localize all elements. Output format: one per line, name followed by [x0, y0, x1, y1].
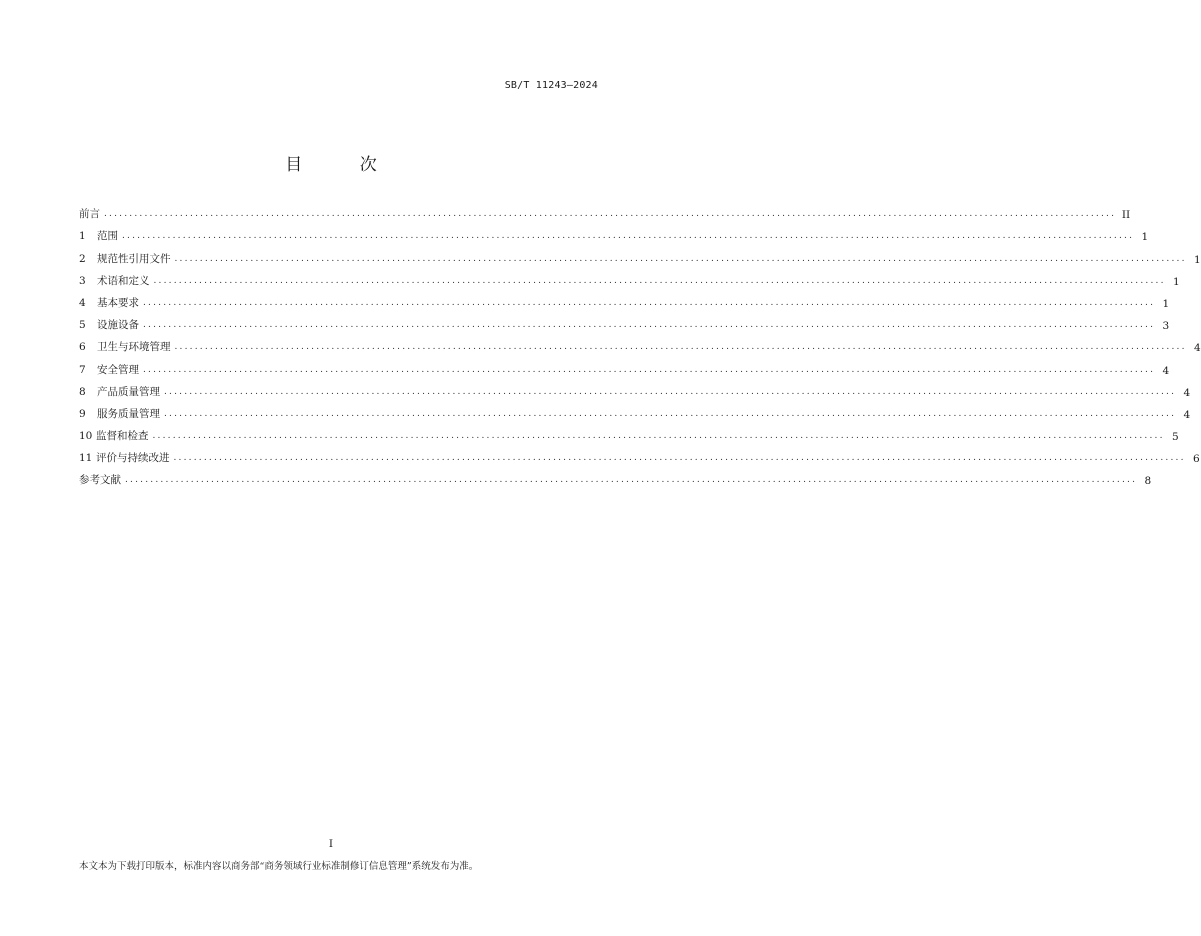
toc-entry[interactable]: [79, 199, 1131, 222]
toc-dot-leader: ........................................................................................................................................................................................................: [164, 386, 1177, 397]
toc-entry-label: [79, 384, 160, 399]
toc-entry-text: 监督和检查: [96, 430, 149, 443]
toc-entry-page: 4: [1183, 408, 1191, 421]
toc-dot-leader: ........................................................................................................................................................................................................: [143, 297, 1156, 308]
toc-entry[interactable]: [79, 243, 1201, 266]
toc-entry-page: 1: [1162, 297, 1170, 310]
toc-dot-leader: ........................................................................................................................................................................................................: [164, 408, 1177, 419]
toc-entry-label: [79, 317, 139, 332]
toc-entry-text: 范围: [97, 230, 118, 243]
toc-entry-text: 设施设备: [97, 319, 139, 332]
toc-entry-text: 卫生与环境管理: [97, 341, 171, 354]
toc-entry-label: [79, 406, 160, 421]
toc-entry-number: 9: [79, 407, 86, 420]
toc-entry-number: 4: [79, 296, 86, 309]
toc-dot-leader: ........................................................................................................................................................................................................: [143, 364, 1156, 375]
footer-note: 本文本为下载打印版本，标准内容以商务部“商务领域行业标准制修订信息管理”系统发布为准。: [79, 861, 479, 872]
toc-entry-label: [79, 273, 150, 288]
toc-title: 目 次: [285, 155, 403, 175]
toc-entry-label: [79, 450, 170, 465]
toc-entry-label: [79, 339, 171, 354]
toc-entry-page: 6: [1192, 453, 1200, 466]
toc-dot-leader: ........................................................................................................................................................................................................: [174, 342, 1187, 353]
toc-entry[interactable]: [79, 288, 1170, 310]
toc-entry[interactable]: [79, 443, 1200, 466]
toc-entry-text: 安全管理: [97, 363, 139, 376]
toc-entry-page: 5: [1171, 431, 1179, 444]
toc-entry-page: 4: [1183, 386, 1191, 399]
toc-entry[interactable]: [79, 221, 1149, 244]
toc-entry-number: 7: [79, 363, 86, 376]
toc-entry-page: 4: [1193, 342, 1201, 355]
toc-entry-page: 1: [1172, 275, 1180, 288]
toc-dot-leader: ........................................................................................................................................................................................................: [122, 231, 1135, 242]
toc-dot-leader: ........................................................................................................................................................................................................: [125, 475, 1138, 486]
toc-dot-leader: ........................................................................................................................................................................................................: [104, 209, 1117, 220]
toc-entry-number: 1: [79, 230, 86, 243]
toc-entry[interactable]: [79, 399, 1191, 421]
toc-entry-text: 服务质量管理: [97, 407, 160, 420]
toc-entry-number: 6: [79, 341, 86, 354]
toc-entry-number: 8: [79, 385, 86, 398]
toc-entry-page: II: [1121, 209, 1131, 222]
toc-entry-label: [79, 428, 149, 443]
toc-dot-leader: ........................................................................................................................................................................................................: [153, 275, 1166, 286]
standard-code: SB/T 11243—2024: [504, 80, 598, 91]
toc-entry[interactable]: [79, 377, 1191, 399]
toc-entry[interactable]: [79, 421, 1179, 444]
table-of-contents: [79, 199, 1201, 488]
toc-entry-number: 11: [79, 452, 93, 465]
toc-entry[interactable]: [79, 465, 1152, 488]
toc-entry[interactable]: [79, 266, 1180, 288]
toc-entry-text: 前言: [79, 208, 100, 221]
toc-entry-label: [79, 251, 171, 266]
toc-entry-text: 术语和定义: [97, 274, 150, 287]
toc-entry-number: 2: [79, 252, 86, 265]
toc-dot-leader: ........................................................................................................................................................................................................: [152, 431, 1165, 442]
toc-entry-text: 基本要求: [97, 296, 139, 309]
toc-entry-text: 参考文献: [79, 474, 121, 487]
toc-entry[interactable]: [79, 332, 1201, 355]
toc-entry[interactable]: [79, 354, 1170, 377]
toc-entry-text: 产品质量管理: [97, 385, 160, 398]
toc-entry-number: 3: [79, 274, 86, 287]
toc-entry[interactable]: [79, 310, 1170, 333]
toc-entry-number: 10: [79, 430, 93, 443]
toc-entry-page: 8: [1144, 475, 1152, 488]
toc-entry-text: 规范性引用文件: [97, 252, 171, 265]
toc-entry-page: 1: [1193, 253, 1201, 266]
toc-entry-label: [79, 295, 139, 310]
toc-dot-leader: ........................................................................................................................................................................................................: [173, 453, 1186, 464]
toc-dot-leader: ........................................................................................................................................................................................................: [143, 320, 1156, 331]
toc-entry-page: 3: [1162, 320, 1170, 333]
toc-entry-label: [79, 362, 139, 377]
toc-entry-label: [79, 206, 100, 221]
toc-entry-label: [79, 472, 121, 487]
toc-entry-page: 1: [1141, 231, 1149, 244]
toc-entry-label: [79, 228, 118, 243]
toc-dot-leader: ........................................................................................................................................................................................................: [174, 253, 1187, 264]
page-number: I: [328, 838, 334, 850]
toc-entry-text: 评价与持续改进: [96, 452, 170, 465]
toc-entry-number: 5: [79, 319, 86, 332]
toc-entry-page: 4: [1162, 364, 1170, 377]
